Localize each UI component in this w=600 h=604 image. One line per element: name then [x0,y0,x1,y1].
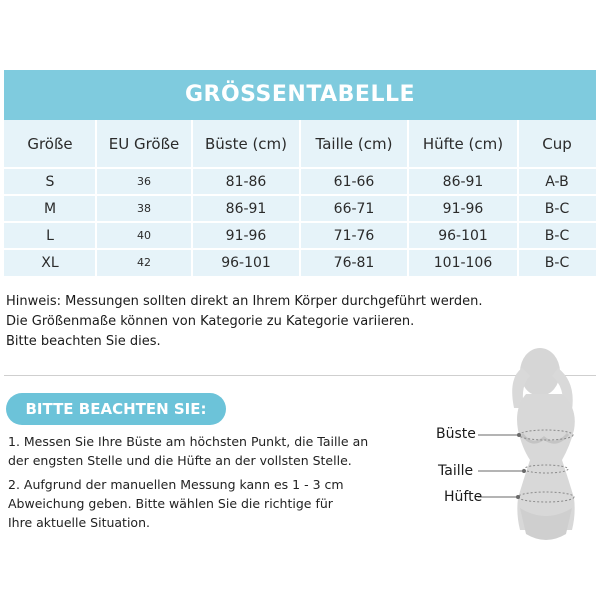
cell-hip: 101-106 [433,254,493,271]
cell-bust: 81-86 [225,173,267,190]
title-banner [4,70,596,120]
column-divider [299,120,301,276]
cell-waist: 66-71 [333,200,375,217]
header-cup: Cup [542,135,572,153]
column-divider [95,120,97,276]
waist-label: Taille [438,463,474,479]
cell-eu-size: 38 [137,202,151,215]
note-line: Abweichung geben. Bitte wählen Sie die richtige für [8,496,333,511]
cell-waist: 76-81 [333,254,375,271]
note-line: 1. Messen Sie Ihre Büste am höchsten Punkt, die Taille an [8,434,369,449]
bust-label: Büste [436,426,476,442]
header-bust: Büste (cm) [204,135,288,153]
cell-eu-size: 36 [137,175,151,188]
header-hip: Hüfte (cm) [422,135,504,153]
note-title: BITTE BEACHTEN SIE: [25,400,207,418]
note-list [8,432,388,537]
cell-hip: 86-91 [442,173,484,190]
cell-hip: 91-96 [442,200,484,217]
cell-eu-size: 42 [137,256,151,269]
cell-hip: 96-101 [438,227,488,244]
cell-cup: A-B [545,173,569,190]
cell-cup: B-C [544,254,570,271]
cell-waist: 71-76 [333,227,375,244]
header-size: Größe [27,135,73,153]
header-waist: Taille (cm) [315,135,393,153]
column-divider [407,120,409,276]
hip-label: Hüfte [444,489,483,505]
note-line: 2. Aufgrund der manuellen Messung kann es 1 - 3 cm [8,477,344,492]
cell-bust: 91-96 [225,227,267,244]
cell-bust: 86-91 [225,200,267,217]
cell-bust: 96-101 [221,254,271,271]
note-line: der engsten Stelle und die Hüfte an der vollsten Stelle. [8,453,352,468]
cell-cup: B-C [544,200,570,217]
size-table [4,120,596,276]
hint-line: Die Größenmaße können von Kategorie zu Kategorie variieren. [6,314,415,329]
cell-size: S [45,173,55,190]
cell-size: M [43,200,57,217]
column-divider [191,120,193,276]
page-title: GRÖSSENTABELLE [184,82,416,107]
cell-eu-size: 40 [137,229,151,242]
body-measurement-figure [430,338,598,600]
cell-size: XL [41,254,59,271]
hint-line: Bitte beachten Sie dies. [6,334,161,349]
column-divider [517,120,519,276]
cell-size: L [46,227,54,244]
hint-line: Hinweis: Messungen sollten direkt an Ihrem Körper durchgeführt werden. [6,294,483,309]
note-badge [6,393,226,425]
note-item [8,475,388,532]
note-line: Ihre aktuelle Situation. [8,515,150,530]
cell-cup: B-C [544,227,570,244]
cell-waist: 61-66 [333,173,375,190]
note-item [8,432,388,470]
header-eu-size: EU Größe [108,135,180,153]
